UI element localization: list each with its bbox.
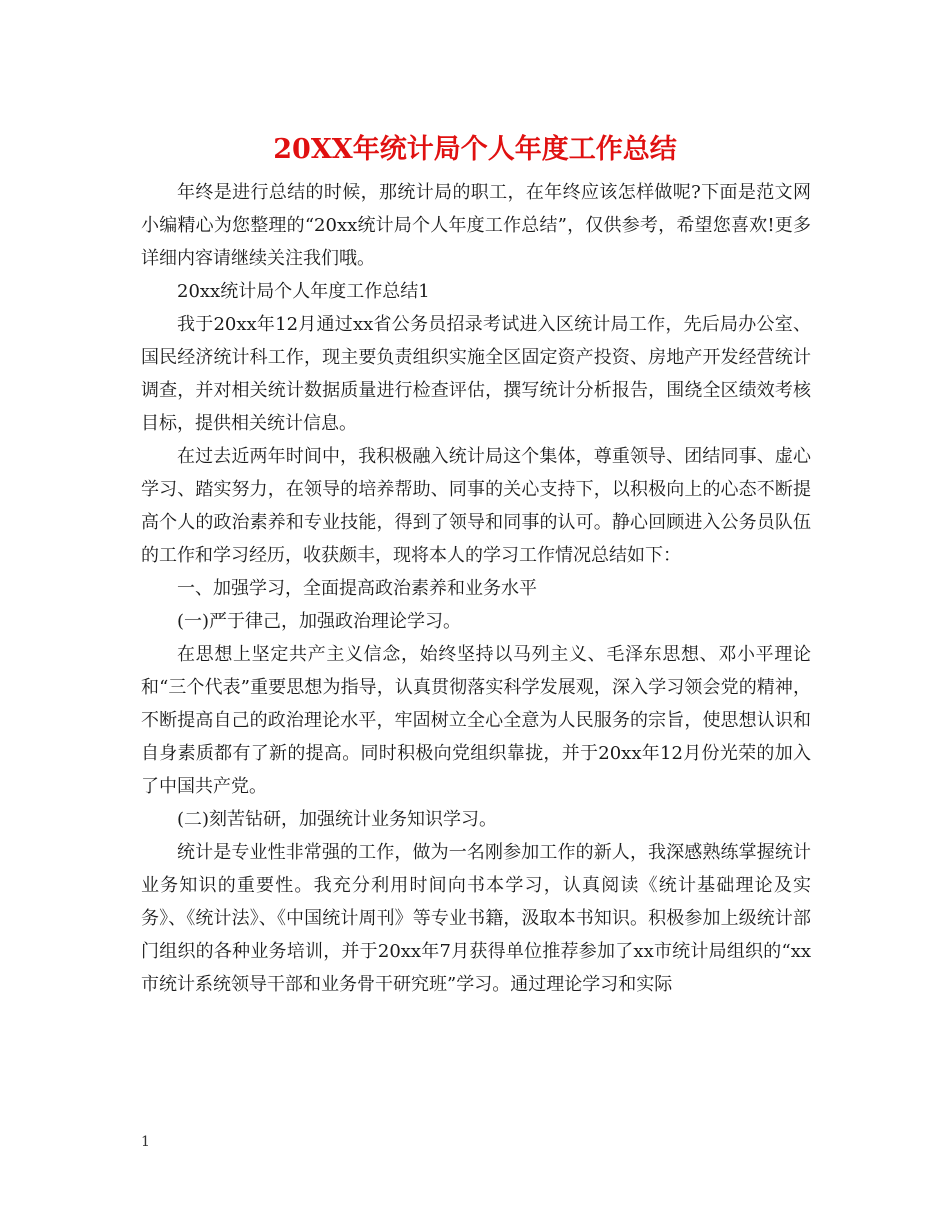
document-body xyxy=(141,176,811,1001)
paragraph-political-study: 在思想上坚定共产主义信念，始终坚持以马列主义、毛泽东思想、邓小平理论和“三个代表”重要思想为指导，认真贯彻落实科学发展观，深入学习领会党的精神，不断提高自己的政治理论水平，牢固树立全心全意为人民服务的宗旨，使思想认识和自身素质都有了新的提高。同时积极向党组织靠拢，并于20xx年12月份光荣的加入了中国共产党。 xyxy=(141,644,811,797)
paragraph-overview: 在过去近两年时间中，我积极融入统计局这个集体，尊重领导、团结同事、虚心学习、踏实努力，在领导的培养帮助、同事的关心支持下，以积极向上的心态不断提高个人的政治素养和专业技能，得到了领导和同事的认可。静心回顾进入公务员队伍的工作和学习经历，收获颇丰，现将本人的学习工作情况总结如下： xyxy=(141,446,811,566)
section-heading-study: 一、加强学习，全面提高政治素养和业务水平 xyxy=(177,578,537,599)
subheading-professional-study: (二)刻苦钻研，加强统计业务知识学习。 xyxy=(177,809,498,830)
subheading-political-study: (一)严于律己，加强政治理论学习。 xyxy=(177,611,462,632)
document-title: 20XX年统计局个人年度工作总结 xyxy=(273,134,677,165)
paragraph-professional-study: 统计是专业性非常强的工作，做为一名刚参加工作的新人，我深感熟练掌握统计业务知识的重要性。我充分利用时间向书本学习，认真阅读《统计基础理论及实务》、《统计法》、《中国统计周刊》等专业书籍，汲取本书知识。积极参加上级统计部门组织的各种业务培训，并于20xx年7月获得单位推荐参加了xx市统计局组织的“xx市统计系统领导干部和业务骨干研究班”学习。通过理论学习和实际 xyxy=(141,842,811,995)
paragraph-background: 我于20xx年12月通过xx省公务员招录考试进入区统计局工作，先后局办公室、国民经济统计科工作，现主要负责组织实施全区固定资产投资、房地产开发经营统计调查，并对相关统计数据质量进行检查评估，撰写统计分析报告，围绕全区绩效考核目标，提供相关统计信息。 xyxy=(141,314,811,434)
paragraph-intro: 年终是进行总结的时候，那统计局的职工，在年终应该怎样做呢?下面是范文网小编精心为您整理的“20xx统计局个人年度工作总结”，仅供参考，希望您喜欢!更多详细内容请继续关注我们哦。 xyxy=(141,182,811,269)
page-number: 1 xyxy=(141,1134,150,1150)
section-heading-summary-1: 20xx统计局个人年度工作总结1 xyxy=(177,281,430,302)
